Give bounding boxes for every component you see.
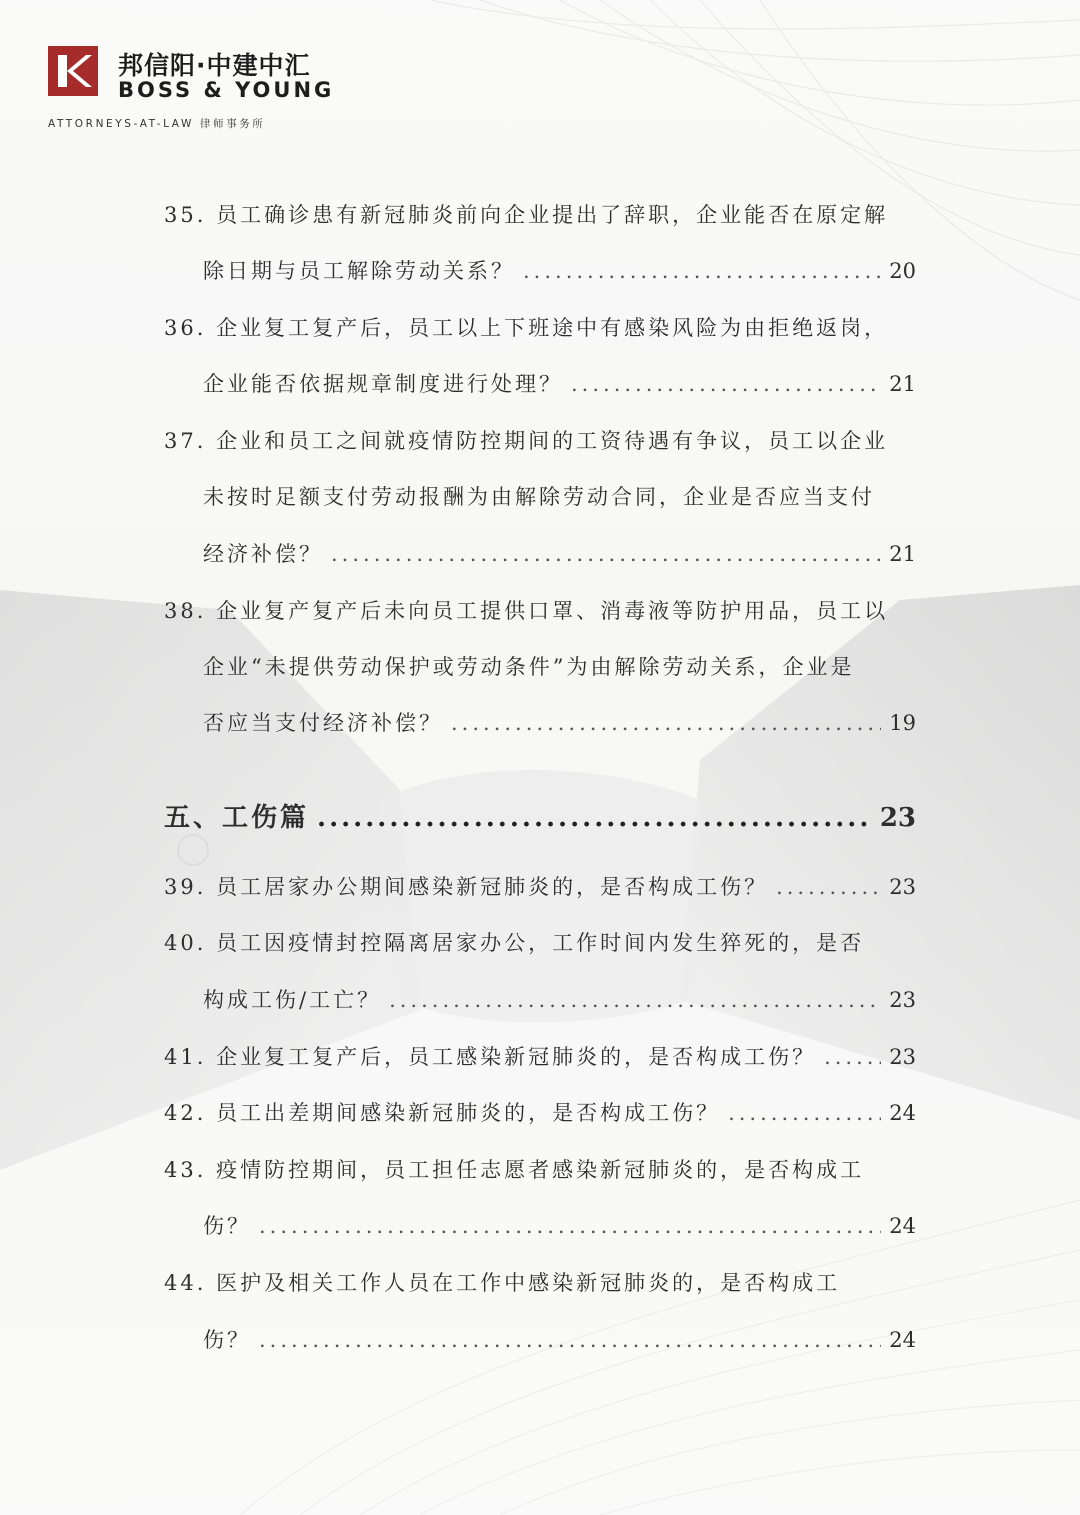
page-number: 24: [889, 1328, 916, 1352]
toc-entry-text: 伤？: [203, 1214, 251, 1238]
toc-entry-text: 伤？: [203, 1328, 251, 1352]
page-number: 24: [889, 1214, 916, 1238]
toc-entry-text: 经济补偿？: [203, 542, 323, 566]
toc-entry-43-line-1: [164, 1155, 864, 1185]
leader-dots: [331, 539, 881, 569]
brand-english-name: BOSS & YOUNG: [118, 78, 335, 102]
toc-entry-35-line-1: [164, 200, 888, 230]
toc-entry-text: 43. 疫情防控期间，员工担任志愿者感染新冠肺炎的，是否构成工: [164, 1158, 865, 1182]
toc-entry-text: 未按时足额支付劳动报酬为由解除劳动合同，企业是否应当支付: [203, 485, 875, 509]
leader-dots: [776, 872, 881, 902]
toc-entry-43-line-2[interactable]: [203, 1211, 916, 1241]
toc-entry-44-line-1: [164, 1268, 840, 1298]
brand-subtitle: ATTORNEYS-AT-LAW 律师事务所: [48, 118, 266, 130]
leader-dots: [317, 803, 872, 833]
leader-dots: [259, 1325, 881, 1355]
toc-section-work-injury[interactable]: [164, 803, 916, 833]
section-title: 五、工伤篇: [164, 803, 310, 833]
toc-entry-39[interactable]: [164, 872, 916, 902]
toc-entry-37-line-3[interactable]: [203, 539, 916, 569]
toc-entry-text: 企业“未提供劳动保护或劳动条件”为由解除劳动关系，企业是: [203, 655, 855, 679]
toc-entry-text: 42. 员工出差期间感染新冠肺炎的，是否构成工伤？: [164, 1101, 721, 1125]
page-number: 24: [889, 1101, 916, 1125]
toc-entry-40-line-2[interactable]: [203, 985, 916, 1015]
page-number: 19: [889, 711, 916, 735]
toc-entry-35-line-2[interactable]: [203, 256, 916, 286]
toc-entry-37-line-2: [203, 482, 875, 512]
page-number: 23: [889, 875, 916, 899]
page-number: 21: [889, 542, 916, 566]
brand-chinese-name: 邦信阳·中建中汇: [118, 51, 311, 80]
toc-entry-38-line-3[interactable]: [203, 708, 916, 738]
toc-entry-38-line-2: [203, 652, 854, 682]
toc-entry-42[interactable]: [164, 1098, 916, 1128]
toc-entry-text: 36. 企业复工复产后，员工以上下班途中有感染风险为由拒绝返岗，: [164, 316, 889, 340]
toc-entry-40-line-1: [164, 928, 864, 958]
toc-entry-text: 否应当支付经济补偿？: [203, 711, 443, 735]
page-number: 20: [889, 259, 916, 283]
leader-dots: [571, 369, 881, 399]
page-number: 23: [889, 1045, 916, 1069]
toc-entry-text: 38. 企业复产复产后未向员工提供口罩、消毒液等防护用品，员工以: [164, 599, 889, 623]
toc-entry-text: 35. 员工确诊患有新冠肺炎前向企业提出了辞职，企业能否在原定解: [164, 203, 889, 227]
toc-entry-text: 构成工伤/工亡？: [203, 988, 382, 1012]
leader-dots: [728, 1098, 881, 1128]
toc-entry-text: 除日期与员工解除劳动关系？: [203, 259, 515, 283]
leader-dots: [451, 708, 881, 738]
toc-entry-44-line-2[interactable]: [203, 1325, 916, 1355]
toc-entry-36-line-2[interactable]: [203, 369, 916, 399]
leader-dots: [824, 1042, 881, 1072]
page-number: 23: [889, 988, 916, 1012]
leader-dots: [389, 985, 881, 1015]
leader-dots: [523, 256, 881, 286]
toc-entry-text: 41. 企业复工复产后，员工感染新冠肺炎的，是否构成工伤？: [164, 1045, 817, 1069]
page-number: 21: [889, 372, 916, 396]
toc-entry-text: 37. 企业和员工之间就疫情防控期间的工资待遇有争议，员工以企业: [164, 429, 889, 453]
leader-dots: [259, 1211, 881, 1241]
toc-entry-41[interactable]: [164, 1042, 916, 1072]
toc-entry-text: 40. 员工因疫情封控隔离居家办公，工作时间内发生猝死的，是否: [164, 931, 865, 955]
toc-entry-37-line-1: [164, 426, 888, 456]
toc-entry-text: 企业能否依据规章制度进行处理？: [203, 372, 563, 396]
toc-entry-text: 39. 员工居家办公期间感染新冠肺炎的，是否构成工伤？: [164, 875, 769, 899]
toc-entry-text: 44. 医护及相关工作人员在工作中感染新冠肺炎的，是否构成工: [164, 1271, 841, 1295]
toc-entry-38-line-1: [164, 596, 888, 626]
toc-entry-36-line-1: [164, 313, 888, 343]
page-number: 23: [879, 803, 916, 833]
